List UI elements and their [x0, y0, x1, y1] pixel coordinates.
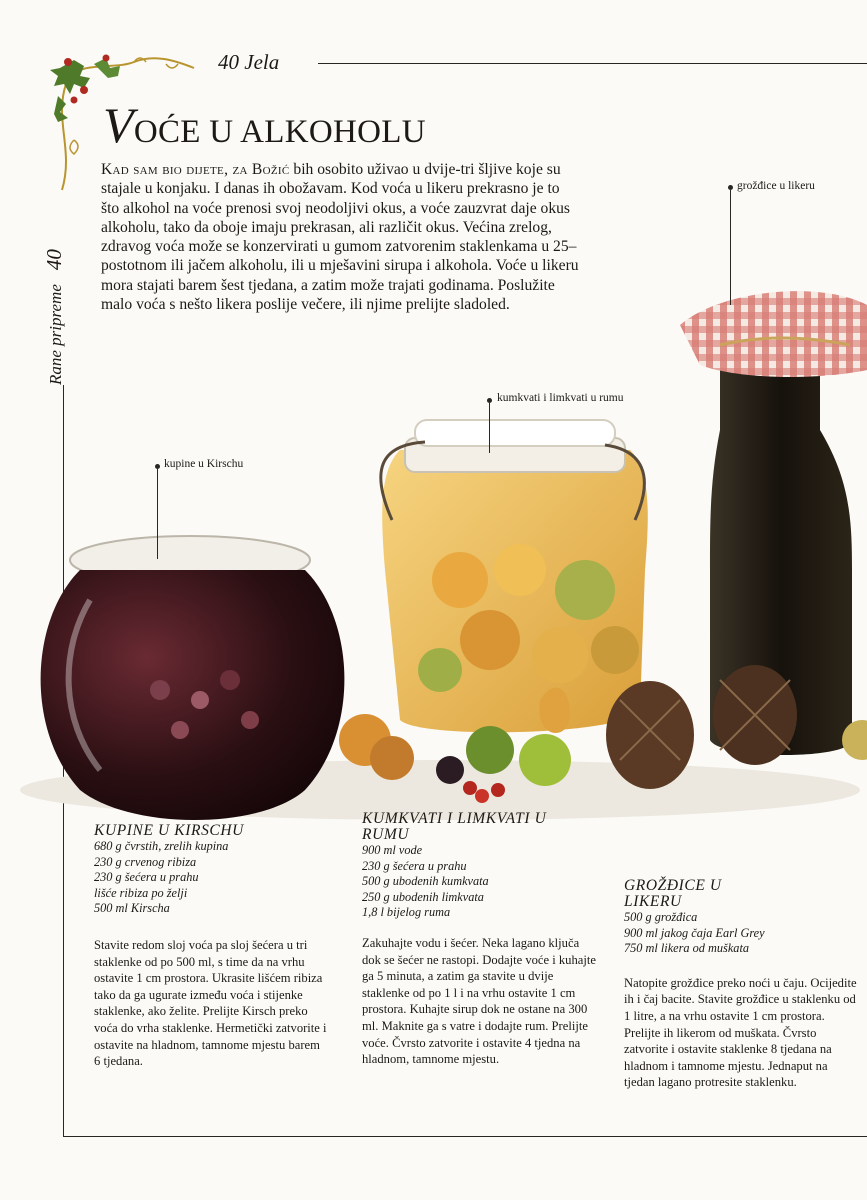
ingredient-list: [362, 843, 602, 921]
recipe-raisins: [624, 878, 860, 1091]
recipe-title: KUMKVATI I LIMKVATI U RUMU: [362, 810, 547, 843]
ingredient-item: 250 g ubodenih limkvata: [362, 889, 484, 904]
ingredient-item: 230 g šećera u prahu: [362, 858, 467, 873]
ingredient-item: 1,8 l bijelog ruma: [362, 905, 451, 920]
recipe-kumquats: [362, 811, 602, 1068]
blackberry-jar: [41, 536, 345, 820]
ingredient-item: 900 ml jakog čaja Earl Grey: [624, 925, 765, 940]
intro-lead: Kad sam bio dijete, za Božić: [101, 161, 290, 178]
recipe-method: Zakuhajte vodu i šećer. Neka lagano ključa dok se šećer ne rastopi. Dodajte voće i kuhajte ga 5 minuta, a zatim ga stavite u dvije staklenke od po 1 l i na vrhu ostavite 1 cm prostora. Kuhajte sirup dok ne ostane na 300 ml. Maknite ga s vatre i dodajte rum. Prelijte voće. Čvrsto zatvorite i ostavite 4 tjedna na hladnom, tamnome mjestu.: [362, 935, 596, 1067]
recipe-method: Stavite redom sloj voća pa sloj šećera u tri staklenke od po 500 ml, s time da na vrhu ostavite 1 cm prostora. Ukrasite lišćem ribiza tako da ga ugurate između voća i stijenke staklenke, ako želite. Prelijte Kirsch preko voća do vrha staklenke. Hermetički zatvorite i ostavite na hladnom, tamnome mjestu barem 6 tjedana.: [94, 937, 327, 1069]
recipe-blackberries: [94, 823, 334, 1070]
grapes-leader-line: [730, 190, 731, 305]
ingredient-item: 750 ml likera od muškata: [624, 941, 750, 956]
title-initial: V: [103, 97, 134, 153]
grapes-label: grožđice u likeru: [737, 180, 815, 192]
blackberries-label: kupine u Kirschu: [164, 458, 244, 470]
ingredient-item: 500 g ubodenih kumkvata: [362, 874, 489, 889]
bottom-rule: [63, 1136, 867, 1137]
kumquats-leader-line: [489, 403, 490, 453]
side-page-number: 40: [42, 249, 66, 271]
blackberries-leader-line: [157, 469, 158, 559]
ingredient-item: 230 g šećera u prahu: [94, 870, 199, 885]
kumquats-label: kumkvati i limkvati u rumu: [497, 392, 624, 404]
page-header: 40 Jela: [218, 50, 280, 74]
recipe-title: GROŽĐICE U LIKERU: [624, 877, 722, 910]
kumquat-jar: [381, 420, 648, 732]
section-name: Rane pripreme: [46, 284, 65, 385]
title-rest: OĆE U ALKOHOLU: [133, 114, 426, 150]
recipe-method: Natopite grožđice preko noći u čaju. Ocijedite ih i čaj bacite. Stavite grožđice u staklenku od 1 litre, a na vrhu ostavite 1 cm prostora. Prelijte ih likerom od muškata. Čvrsto zatvorite i ostavite staklenke 8 tjedana na hladnom i tamnome mjestu. Jednaput na tjedan lagano protresite staklenku.: [624, 975, 857, 1090]
ingredient-item: 900 ml vode: [362, 843, 423, 857]
ingredient-item: lišće ribiza po želji: [94, 885, 188, 900]
ingredient-item: 680 g čvrstih, zrelih kupina: [94, 839, 229, 853]
top-rule: [318, 63, 867, 64]
ingredient-item: 500 ml Kirscha: [94, 901, 170, 916]
preserves-photo: [20, 270, 867, 830]
intro-text: bih osobito uživao u dvije-tri šljive koje su stajale u konjaku. I danas ih obožavam. Kod voća u likeru prekrasno je to što alkohol na voće prenosi svoj neodoljivi okus, a voće zauzvrat daje okus alkoholu, tako da oboje imaju prekrasan, ali različit okus. Većina zrelog, zdravog voća može se konzervirati u gumom zatvorenim staklenkama u 25–postotnom ili jačem alkoholu, ili u mješavini sirupa i alkohola. Voće u likeru mora stajati barem šest tjedana, a zatim može trajati godinama. Poslužite malo voća s nešto likera poslije večere, ili njime prelijte sladoled.: [101, 161, 579, 314]
page-title: [103, 96, 426, 154]
ingredient-item: 500 g grožđica: [624, 910, 698, 924]
ingredient-item: 230 g crvenog ribiza: [94, 854, 197, 869]
ingredient-list: [94, 839, 334, 917]
recipe-title: KUPINE U KIRSCHU: [94, 822, 244, 839]
ingredient-list: [624, 910, 860, 957]
